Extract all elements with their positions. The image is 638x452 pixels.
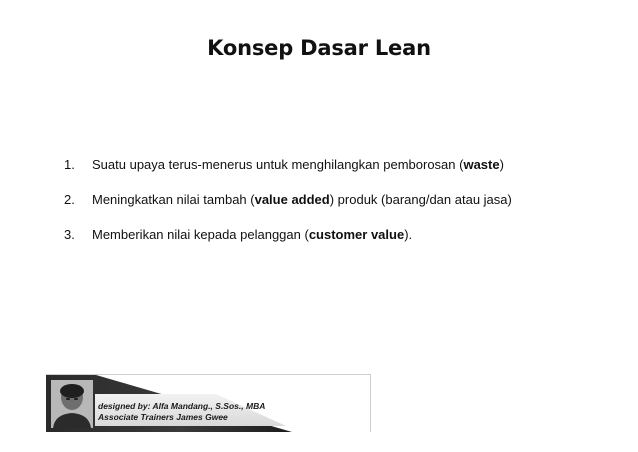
credit-designer: designed by: Alfa Mandang., S.Sos., MBA [98,401,266,411]
item-keyword: value added [254,192,330,207]
footer-credit [98,401,265,423]
item-number: 2. [64,192,75,207]
item-keyword: customer value [308,227,405,242]
item-number: 3. [64,227,75,242]
list-item [64,156,604,191]
item-text-after: ) [499,157,504,172]
item-text-before: Meningkatkan nilai tambah ( [92,192,255,207]
bullet-list [64,156,604,261]
item-text-before: Memberikan nilai kepada pelanggan ( [92,227,309,242]
item-text-before: Suatu upaya terus-menerus untuk menghilangkan pemborosan ( [92,157,464,172]
item-text [92,156,504,174]
person-photo-icon [51,380,93,428]
item-keyword: waste [463,157,500,172]
item-text-after: ). [404,227,413,242]
item-number: 1. [64,157,75,172]
footer-banner [46,374,372,432]
list-item [64,191,604,226]
slide-title: Konsep Dasar Lean [207,36,431,60]
item-text-after: ) produk (barang/dan atau jasa) [329,192,512,207]
list-item [64,226,604,261]
credit-trainer: Associate Trainers James Gwee [98,412,228,422]
item-text [92,226,412,244]
item-text [92,191,512,209]
